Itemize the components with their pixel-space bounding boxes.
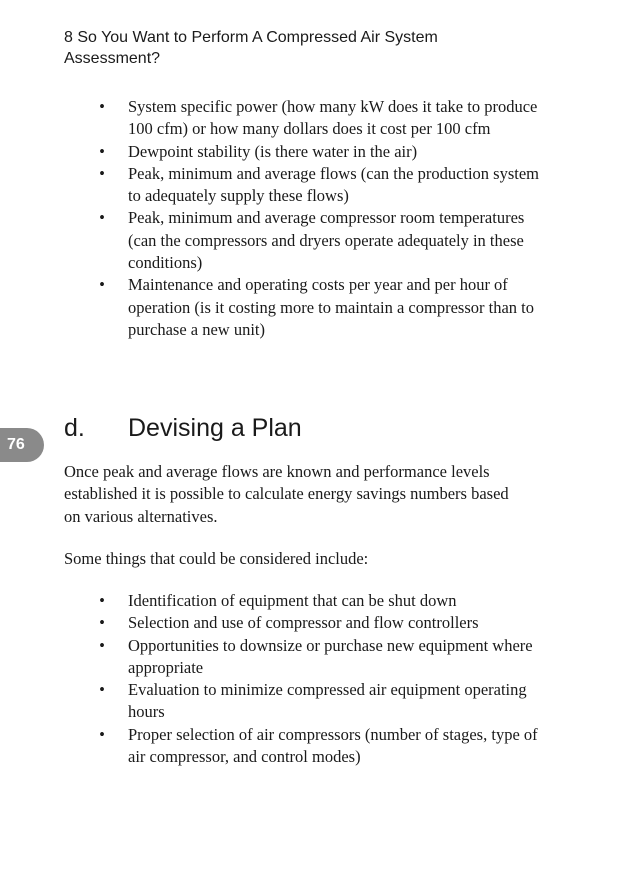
page-number-tab: 76 bbox=[0, 428, 44, 462]
bullet-icon: • bbox=[99, 141, 105, 161]
bullet-icon: • bbox=[99, 275, 105, 295]
assessment-metrics-list bbox=[0, 96, 560, 341]
running-header: 8 So You Want to Perform A Compressed Air System Assessment? bbox=[64, 29, 438, 67]
bullet-icon: • bbox=[99, 591, 105, 610]
list-item-text: Evaluation to minimize compressed air equipment operating hours bbox=[128, 680, 527, 722]
list-item bbox=[0, 96, 560, 141]
bullet-icon: • bbox=[99, 613, 105, 633]
list-item-text: Identification of equipment that can be shut down bbox=[128, 591, 457, 610]
bullet-icon: • bbox=[99, 163, 105, 183]
list-item-text: Opportunities to downsize or purchase new equipment where appropriate bbox=[128, 635, 533, 677]
list-item bbox=[0, 207, 560, 274]
list-item-text: Selection and use of compressor and flow controllers bbox=[128, 613, 479, 633]
list-item-text: Peak, minimum and average compressor room temperatures (can the compressors and dryers operate adequately in these conditions) bbox=[128, 208, 525, 273]
bullet-icon: • bbox=[99, 208, 105, 228]
list-item-text: Proper selection of air compressors (number of stages, type of air compressor, and control modes) bbox=[128, 724, 538, 767]
plan-considerations-list bbox=[0, 590, 560, 768]
bullet-icon: • bbox=[99, 97, 105, 116]
section-number: d. bbox=[64, 414, 85, 442]
list-item-text: Peak, minimum and average flows (can the production system to adequately supply these flows) bbox=[128, 163, 540, 206]
list-item bbox=[0, 612, 560, 634]
list-item-text: Dewpoint stability (is there water in the air) bbox=[128, 141, 418, 161]
list-item bbox=[0, 635, 560, 680]
list-item bbox=[0, 274, 560, 341]
body-paragraph: Once peak and average flows are known and performance levels established it is possible to calculate energy savings numbers based on various alternatives. bbox=[64, 462, 509, 526]
section-title: Devising a Plan bbox=[128, 414, 302, 442]
body-paragraph: Some things that could be considered include: bbox=[64, 549, 369, 568]
bullet-icon: • bbox=[99, 680, 105, 700]
list-item bbox=[0, 679, 560, 724]
list-item bbox=[0, 724, 560, 769]
list-item bbox=[0, 141, 560, 163]
list-item bbox=[0, 590, 560, 612]
list-item bbox=[0, 163, 560, 208]
list-item-text: Maintenance and operating costs per year and per hour of operation (is it costing more to maintain a compressor than to purchase a new unit) bbox=[128, 275, 534, 339]
list-item-text: System specific power (how many kW does it take to produce 100 cfm) or how many dollars does it cost per 100 cfm bbox=[128, 97, 538, 139]
bullet-icon: • bbox=[99, 724, 105, 744]
bullet-icon: • bbox=[99, 635, 105, 655]
section-heading bbox=[64, 412, 544, 444]
